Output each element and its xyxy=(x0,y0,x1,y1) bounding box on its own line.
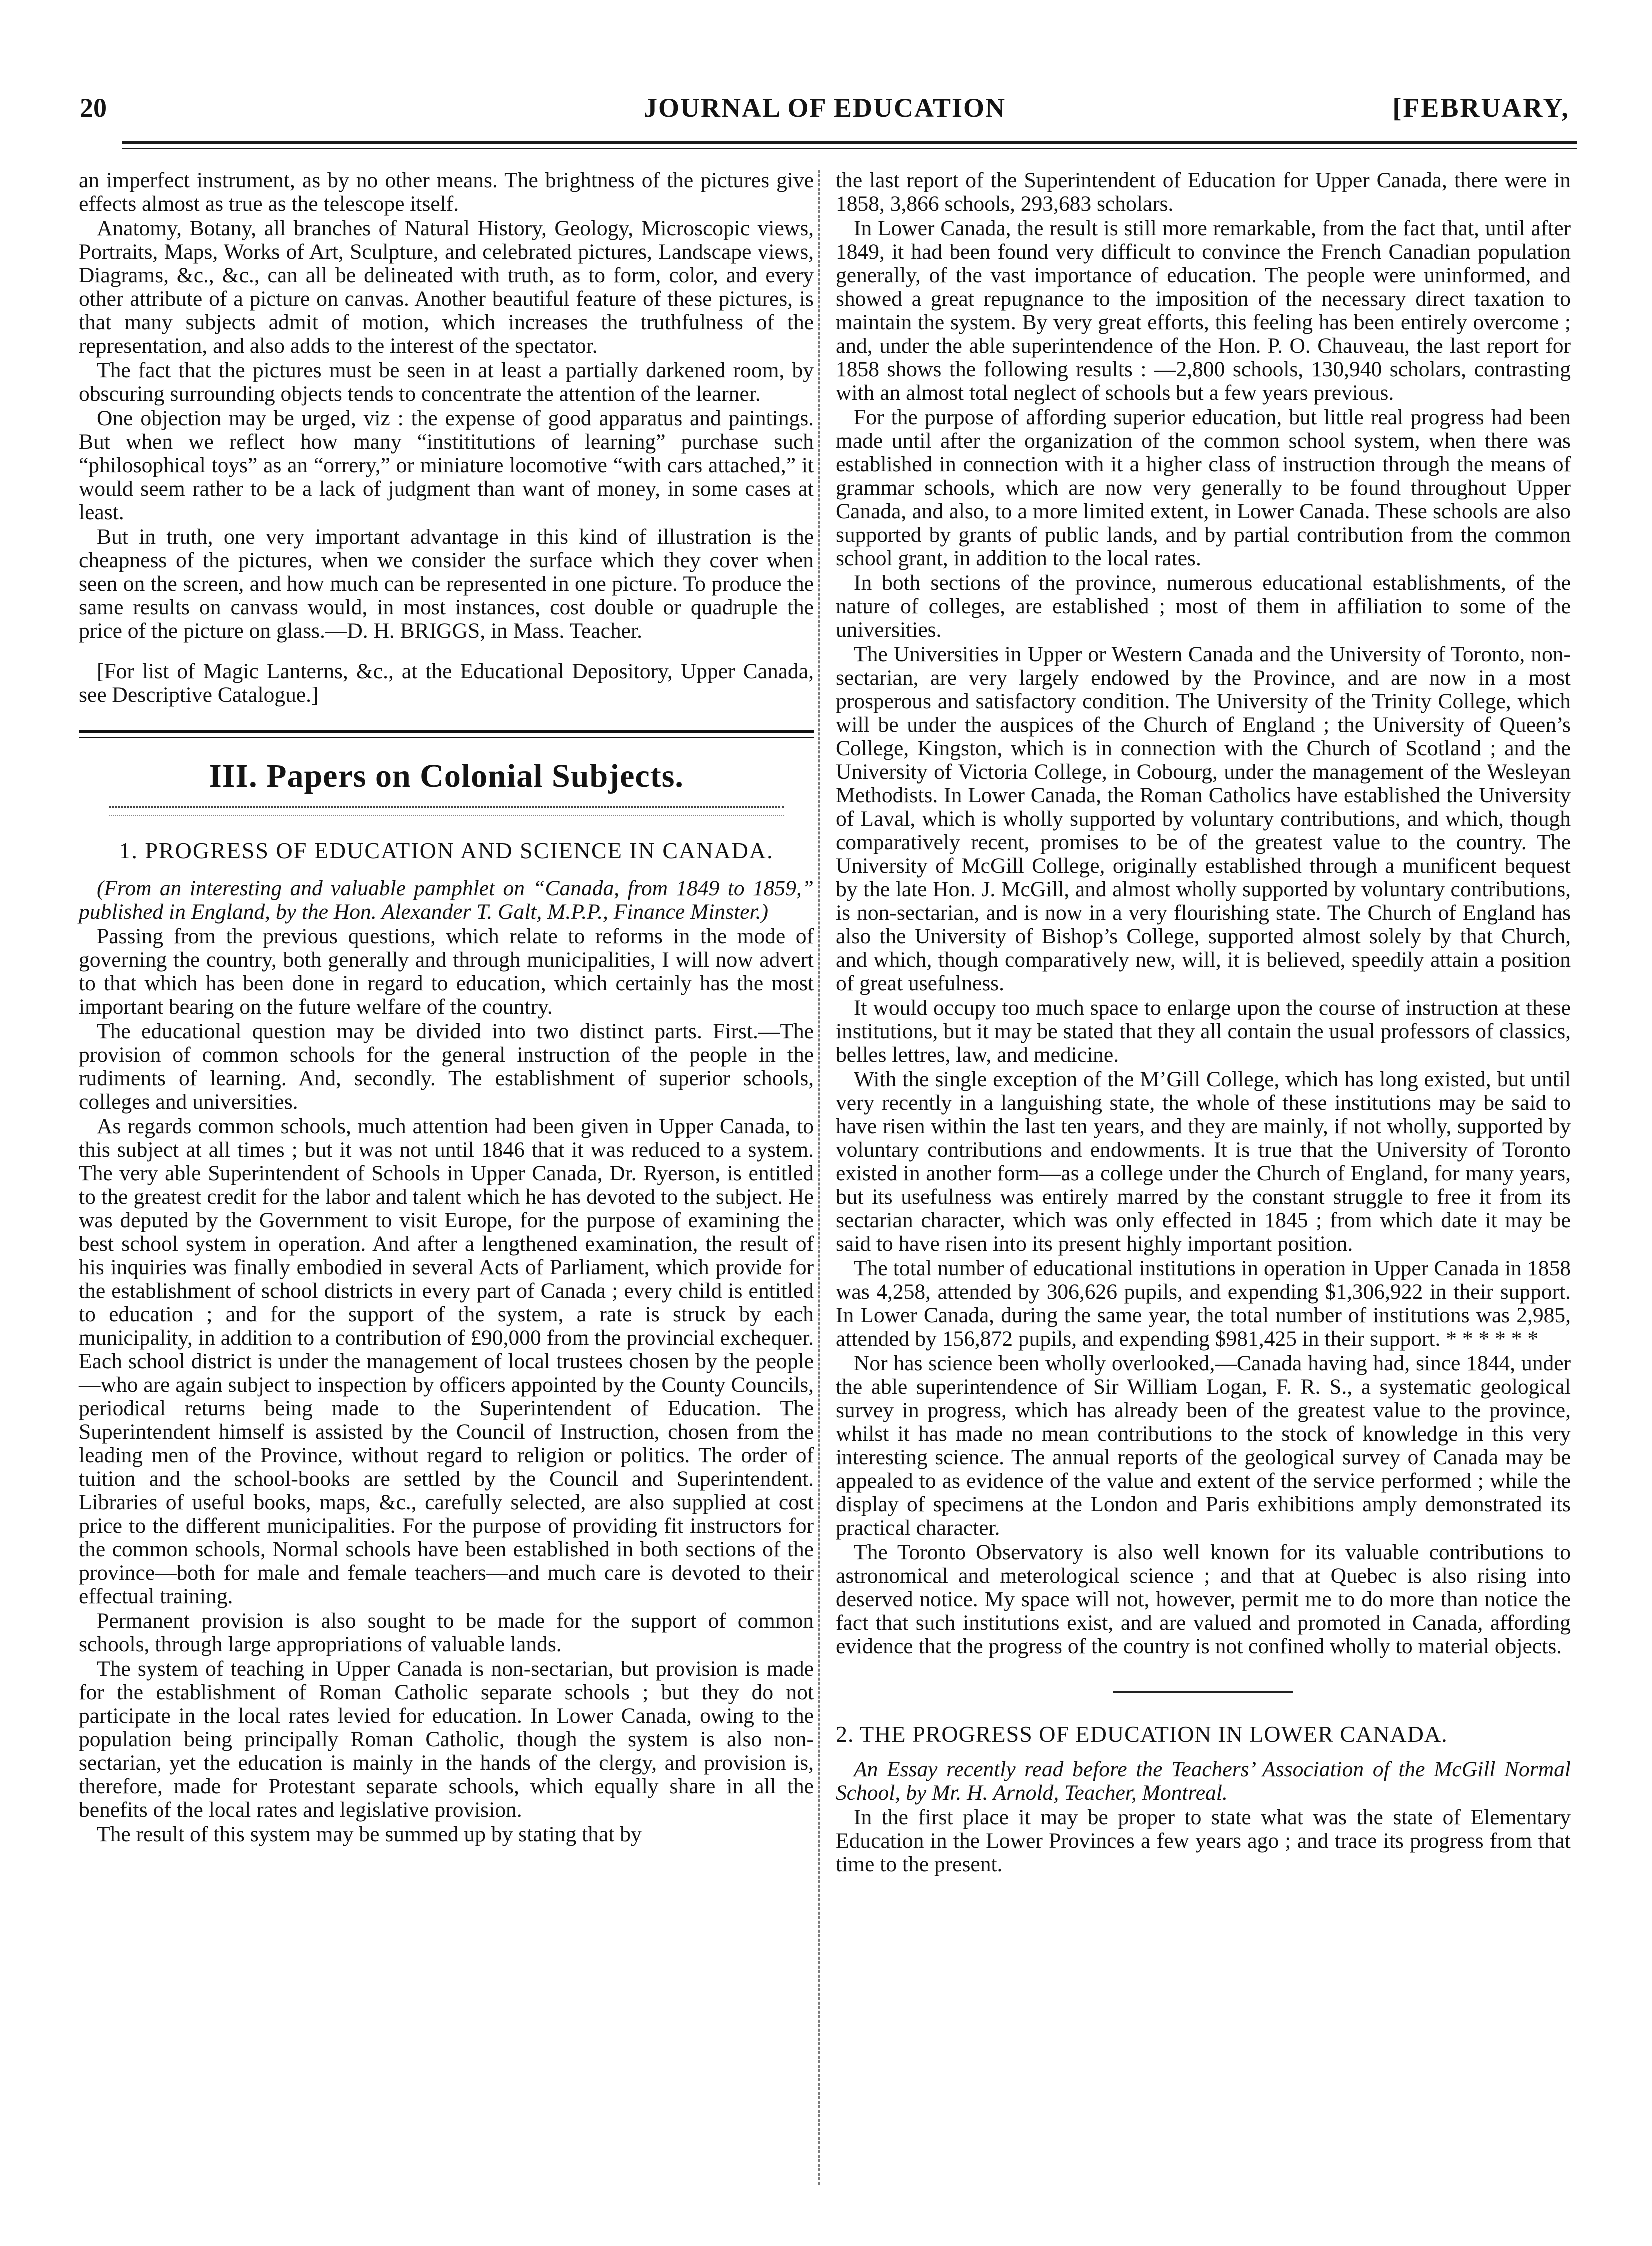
catalogue-note: [For list of Magic Lanterns, &c., at the Educational Depository, Upper Canada, see Descriptive Catalogue.] xyxy=(79,660,814,707)
paragraph: In the first place it may be proper to state what was the state of Elementary Education in the Lower Provinces a few years ago ; and trace its progress from that time to the present. xyxy=(836,1806,1571,1876)
paragraph: The total number of educational institutions in operation in Upper Canada in 1858 was 4,258, attended by 306,626 pupils, and expending $1,306,922 in their support. In Lower Canada, during the same year, the total number of institutions was 2,985, attended by 156,872 pupils, and expending $981,425 in their support. * * * * * * xyxy=(836,1256,1571,1351)
paragraph: For the purpose of affording superior education, but little real progress had been made until after the organization of the common school system, when there was established in connection with it a higher class of instruction through the means of grammar schools, which are now very generally to be found throughout Upper Canada, and also, to a more limited extent, in Lower Canada. These schools are also supported by grants of public lands, and by partial contribution from the common school grant, in addition to the local rates. xyxy=(836,406,1571,570)
paragraph: It would occupy too much space to enlarge upon the course of instruction at these institutions, but it may be stated that they all contain the usual professors of classics, belles lettres, law, and medicine. xyxy=(836,996,1571,1067)
paragraph: The result of this system may be summed up by stating that by xyxy=(97,1822,642,1846)
paragraph: The system of teaching in Upper Canada is non-sectarian, but provision is made for the establishment of Roman Catholic separate schools ; but they do not participate in the local rates levied for education. In Lower Canada, owing to the population being principally Roman Catholic, though the system is also non-sectarian, yet the education is mainly in the hands of the clergy, and provision is, therefore, made for Protestant separate schools, which equally share in all the benefits of the local rates and legislative provision. xyxy=(79,1657,814,1822)
ornamental-divider xyxy=(109,806,784,816)
paragraph: But in truth, one very important advantage in this kind of illustration is the cheapness of the pictures, when we consider the surface which they cover when seen on the screen, and how much can be represented in one picture. To produce the same results on canvass would, in most instances, cost double or quadruple the price of the picture on glass.—D. H. BRIGGS, in Mass. Teacher. xyxy=(79,525,814,643)
spacer xyxy=(79,643,814,660)
page-number: 20 xyxy=(80,93,107,123)
article-subtitle: (From an interesting and valuable pamphlet on “Canada, from 1849 to 1859,” published in England, by the Hon. Alexander T. Galt, M.P.P., Finance Minster.) xyxy=(79,876,814,924)
issue-month: [FEBRUARY, xyxy=(1392,93,1570,123)
right-column xyxy=(836,169,1571,1876)
column-divider xyxy=(818,170,820,2185)
article-title: 2. THE PROGRESS OF EDUCATION IN LOWER CANADA. xyxy=(836,1722,1448,1747)
paragraph: As regards common schools, much attention had been given in Upper Canada, to this subject at all times ; but it was not until 1846 that it was reduced to a system. The very able Superintendent of Schools in Upper Canada, Dr. Ryerson, is entitled to the greatest credit for the labor and talent which he has devoted to the subject. He was deputed by the Government to visit Europe, for the purpose of examining the best school system in operation. And after a lengthened examination, the result of his inquiries was finally embodied in several Acts of Parliament, which provide for the establishment of school districts in every part of Canada ; every child is entitled to education ; and for the support of the system, a rate is struck by each municipality, in addition to a contribution of £90,000 from the provincial exchequer. Each school district is under the management of local trustees chosen by the people—who are again subject to inspection by officers appointed by the County Councils, periodical returns being made to the Superintendent of Education. The Superintendent himself is assisted by the Council of Instruction, chosen from the leading men of the Province, without regard to religion or politics. The order of tuition and the school-books are settled by the Council and Superintendent. Libraries of useful books, maps, &c., carefully selected, are also supplied at cost price to the different municipalities. For the purpose of providing fit instructors for the common schools, Normal schools have been established in both sections of the province—both for male and female teachers—and much care is devoted to their effectual training. xyxy=(79,1114,814,1608)
header-rule-thin xyxy=(122,148,1578,149)
section-rule-thick xyxy=(79,730,814,734)
paragraph: One objection may be urged, viz : the expense of good apparatus and paintings. But when we reflect how many “instititutions of learning” purchase such “philosophical toys” as an “orrery,” or miniature locomotive “with cars attached,” it would seem rather to be a lack of judgment than want of money, in some cases at least. xyxy=(79,406,814,524)
article-subtitle: An Essay recently read before the Teachers’ Association of the McGill Normal School, by Mr. H. Arnold, Teacher, Montreal. xyxy=(836,1758,1571,1805)
paragraph: In Lower Canada, the result is still more remarkable, from the fact that, until after 1849, it had been found very difficult to convince the French Canadian population generally, of the vast importance of education. The people were uninformed, and showed a great repugnance to the imposition of the necessary direct taxation to maintain the system. By very great efforts, this feeling has been entirely overcome ; and, under the able superintendence of the Hon. P. O. Chauveau, the last report for 1858 shows the following results : —2,800 schools, 130,940 scholars, contrasting with an almost total neglect of schools but a few years previous. xyxy=(836,216,1571,405)
journal-title: JOURNAL OF EDUCATION xyxy=(644,93,1006,123)
article-separator xyxy=(1114,1692,1294,1693)
paragraph: The educational question may be divided into two distinct parts. First.—The provision of common schools for the general instruction of the people in the rudiments of learning. And, secondly. The establishment of superior schools, colleges and universities. xyxy=(79,1020,814,1114)
section-heading: III. Papers on Colonial Subjects. xyxy=(209,758,684,794)
left-column xyxy=(79,169,814,1846)
paragraph: Anatomy, Botany, all branches of Natural History, Geology, Microscopic views, Portraits, Maps, Works of Art, Sculpture, and celebrated pictures, Landscape views, Diagrams, &c., &c., can all be delineated with truth, as to form, color, and every other attribute of a picture on canvas. Another beautiful feature of these pictures, is that many subjects admit of motion, which increases the truthfulness of the representation, and also adds to the interest of the spectator. xyxy=(79,216,814,358)
paragraph: Passing from the previous questions, which relate to reforms in the mode of governing the country, both generally and through municipalities, I will now advert to that which has been done in regard to education, which certainly has the most important bearing on the future welfare of the country. xyxy=(79,924,814,1019)
article-title: 1. PROGRESS OF EDUCATION AND SCIENCE IN CANADA. xyxy=(119,838,774,864)
paragraph: In both sections of the province, numerous educational establishments, of the nature of colleges, are established ; most of them in affiliation to some of the universities. xyxy=(836,571,1571,642)
header-rule-thick xyxy=(122,142,1578,144)
paragraph: the last report of the Superintendent of Education for Upper Canada, there were in 1858, 3,866 schools, 293,683 scholars. xyxy=(836,168,1571,216)
paragraph: Nor has science been wholly overlooked,—Canada having had, since 1844, under the able superintendence of Sir William Logan, F. R. S., a systematic geological survey in progress, which has already been of the greatest value to the province, whilst it has made no mean contributions to the stock of knowledge in this very interesting science. The annual reports of the geological survey of Canada may be appealed to as evidence of the value and extent of the service performed ; while the display of specimens at the London and Paris exhibitions amply demonstrated its practical character. xyxy=(836,1352,1571,1540)
paragraph: The Universities in Upper or Western Canada and the University of Toronto, non-sectarian, are very largely endowed by the Province, and are now in a most prosperous and satisfactory condition. The University of the Trinity College, which will be under the auspices of the Church of England ; the University of Queen’s College, Kingston, which is in connection with the Church of Scotland ; and the University of Victoria College, in Cobourg, under the management of the Wesleyan Methodists. In Lower Canada, the Roman Catholics have established the University of Laval, which is wholly supported by voluntary contributions, and which, though comparatively recent, promises to be of the greatest value to the country. The University of McGill College, originally established through a munificent bequest by the late Hon. J. McGill, and almost wholly supported by voluntary contributions, is non-sectarian, and is now in a very flourishing state. The Church of England has also the University of Bishop’s College, supported almost solely by that Church, and which, though comparatively new, will, it is believed, speedily attain a position of great usefulness. xyxy=(836,642,1571,996)
paragraph: The fact that the pictures must be seen in at least a partially darkened room, by obscuring surrounding objects tends to concentrate the attention of the learner. xyxy=(79,358,814,406)
paragraph: With the single exception of the M’Gill College, which has long existed, but until very recently in a languishing state, the whole of these institutions may be said to have risen within the last ten years, and they are mainly, if not wholly, supported by voluntary contributions and endowments. It is true that the University of Toronto existed in another form—as a college under the Church of England, for many years, but its usefulness was entirely marred by the constant struggle to free it from its sectarian character, which was only effected in 1845 ; from which date it may be said to have risen into its present highly important position. xyxy=(836,1068,1571,1256)
paragraph: Permanent provision is also sought to be made for the support of common schools, through large appropriations of valuable lands. xyxy=(79,1609,814,1656)
paragraph: an imperfect instrument, as by no other means. The brightness of the pictures give effects almost as true as the telescope itself. xyxy=(79,168,814,216)
paragraph: The Toronto Observatory is also well known for its valuable contributions to astronomical and meterological science ; and that at Quebec is also rising into deserved notice. My space will not, however, permit me to do more than notice the fact that such institutions exist, and are valued and promoted in Canada, affording evidence that the progress of the country is not confined wholly to material objects. xyxy=(836,1540,1571,1658)
